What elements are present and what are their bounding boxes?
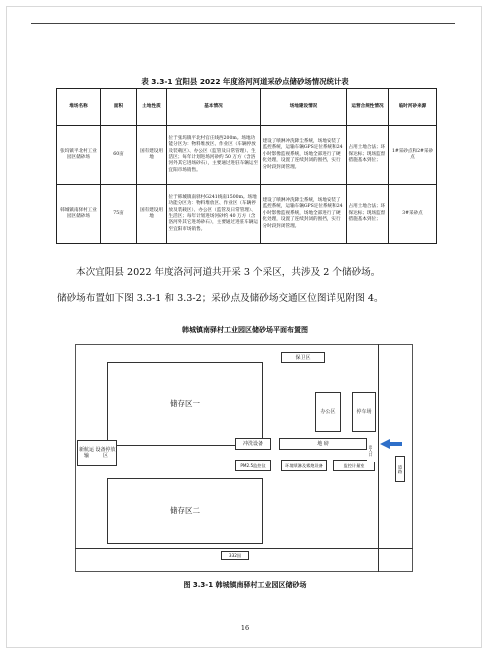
header-source: 临时河砂来源 bbox=[389, 89, 437, 126]
page-number: 16 bbox=[240, 624, 250, 632]
figure-caption: 图 3.3-1 韩城镇南驿村工业园区储砂场 bbox=[183, 581, 307, 589]
right-road-label: 道路 bbox=[395, 456, 405, 482]
transport-sublabel: 设备停放区 bbox=[95, 447, 116, 459]
body-paragraph-line-1: 本次宜阳县 2022 年度洛河河道共开采 3 个采区，共涉及 2 个储砂场。 bbox=[76, 267, 381, 278]
table-title: 表 3.3-1 宜阳县 2022 年度洛河河道采砂点储砂场情况统计表 bbox=[141, 77, 349, 86]
cell-name: 张坞镇平北村工业园区储砂场 bbox=[57, 126, 101, 185]
entrance-label: 出入口 bbox=[367, 440, 375, 462]
header-construction: 场地建设情况 bbox=[261, 89, 347, 126]
entrance-arrow-icon bbox=[380, 439, 402, 449]
pm25-monitor: PM2.5监控仪 bbox=[235, 460, 271, 471]
header-land: 土地性质 bbox=[137, 89, 167, 126]
cell-name: 韩城镇南驿村工业园区储砂场 bbox=[57, 185, 101, 244]
table-row bbox=[57, 185, 437, 244]
cell-basic: 位于张坞镇平北村官庄线西200m。场地功能分区为：物料堆放区、作业区（车辆停放及装载区）、办公区（监管及日常管理）、生活区；每年计划进场河砂约 50 万方（含洛河外其它进场砂石），主要通过进驻车辆运至宜阳市场销售。 bbox=[167, 126, 261, 185]
office-area: 办公区 bbox=[315, 392, 341, 432]
header-name: 堆场名称 bbox=[57, 89, 101, 126]
weighbridge: 地 磅 bbox=[279, 438, 367, 450]
cell-source: 3#采砂点 bbox=[389, 185, 437, 244]
cell-compliance: 占用土地合法；环保达标；现场监督措施基本到位； bbox=[347, 126, 389, 185]
right-road-edge bbox=[378, 344, 379, 572]
monitoring-room: 监控计量室 bbox=[333, 460, 375, 471]
cell-basic: 位于韩城镇南驿村G241线南1500m。场地功能分区为：物料堆放区、作业区（车辆停放及装载区）、办公区（监管及日常管理）、生活区；每年计划进场河砂约 40 万方（含洛河外其它进场砂石），主要通过进驻车辆运至宜阳市场销售。 bbox=[167, 185, 261, 244]
cell-construction: 建设了喷淋冲洗降尘系统，场地安装了监控系统，运输车辆GPS定位系统和24小时影像监视系统，场地全部进行了硬化处理，设置了连续封闭的围挡，实行分时段封闭管理。 bbox=[261, 185, 347, 244]
table-row bbox=[57, 126, 437, 185]
transport-equipment-area bbox=[77, 440, 117, 466]
header-basic: 基本情况 bbox=[167, 89, 261, 126]
cell-area: 60亩 bbox=[101, 126, 137, 185]
cell-compliance: 占用土地合法；环保达标；现场监督措施基本到位； bbox=[347, 185, 389, 244]
transport-label: 新航运输 bbox=[78, 447, 94, 459]
bottom-road-label: 332国 bbox=[221, 551, 249, 560]
header-rule bbox=[31, 23, 455, 24]
cell-land: 国有建设用地 bbox=[137, 185, 167, 244]
header-compliance: 运营合规性情况 bbox=[347, 89, 389, 126]
site-plan bbox=[75, 344, 413, 572]
security-area: 保卫区 bbox=[281, 352, 325, 363]
cell-area: 75亩 bbox=[101, 185, 137, 244]
table-header-row bbox=[57, 89, 437, 126]
header-area: 面积 bbox=[101, 89, 137, 126]
sprinkler-equipment: 环境喷淋及雾炮设备 bbox=[281, 460, 327, 471]
storage-area-two: 储存区二 bbox=[107, 478, 263, 544]
bottom-road-edge bbox=[75, 548, 413, 549]
statistics-table bbox=[56, 88, 437, 244]
plan-title: 韩城镇南驿村工业园区储砂场平面布置图 bbox=[182, 326, 308, 334]
storage-area-one: 储存区一 bbox=[107, 362, 263, 446]
cell-construction: 建设了喷淋冲洗降尘系统，场地安装了监控系统，运输车辆GPS定位系统和24小时影像监视系统，场地全部进行了硬化处理，设置了连续封闭的围挡，实行分时段封闭管理。 bbox=[261, 126, 347, 185]
cell-source: 1#采砂点和2#采砂点 bbox=[389, 126, 437, 185]
wash-equipment: 冲洗设备 bbox=[235, 438, 271, 450]
body-paragraph-line-2: 储砂场布置如下图 3.3-1 和 3.3-2；采砂点及储砂场交通区位图详见附图 4。 bbox=[57, 293, 384, 304]
cell-land: 国有建设用地 bbox=[137, 126, 167, 185]
parking-lot: 停车场 bbox=[352, 392, 376, 432]
